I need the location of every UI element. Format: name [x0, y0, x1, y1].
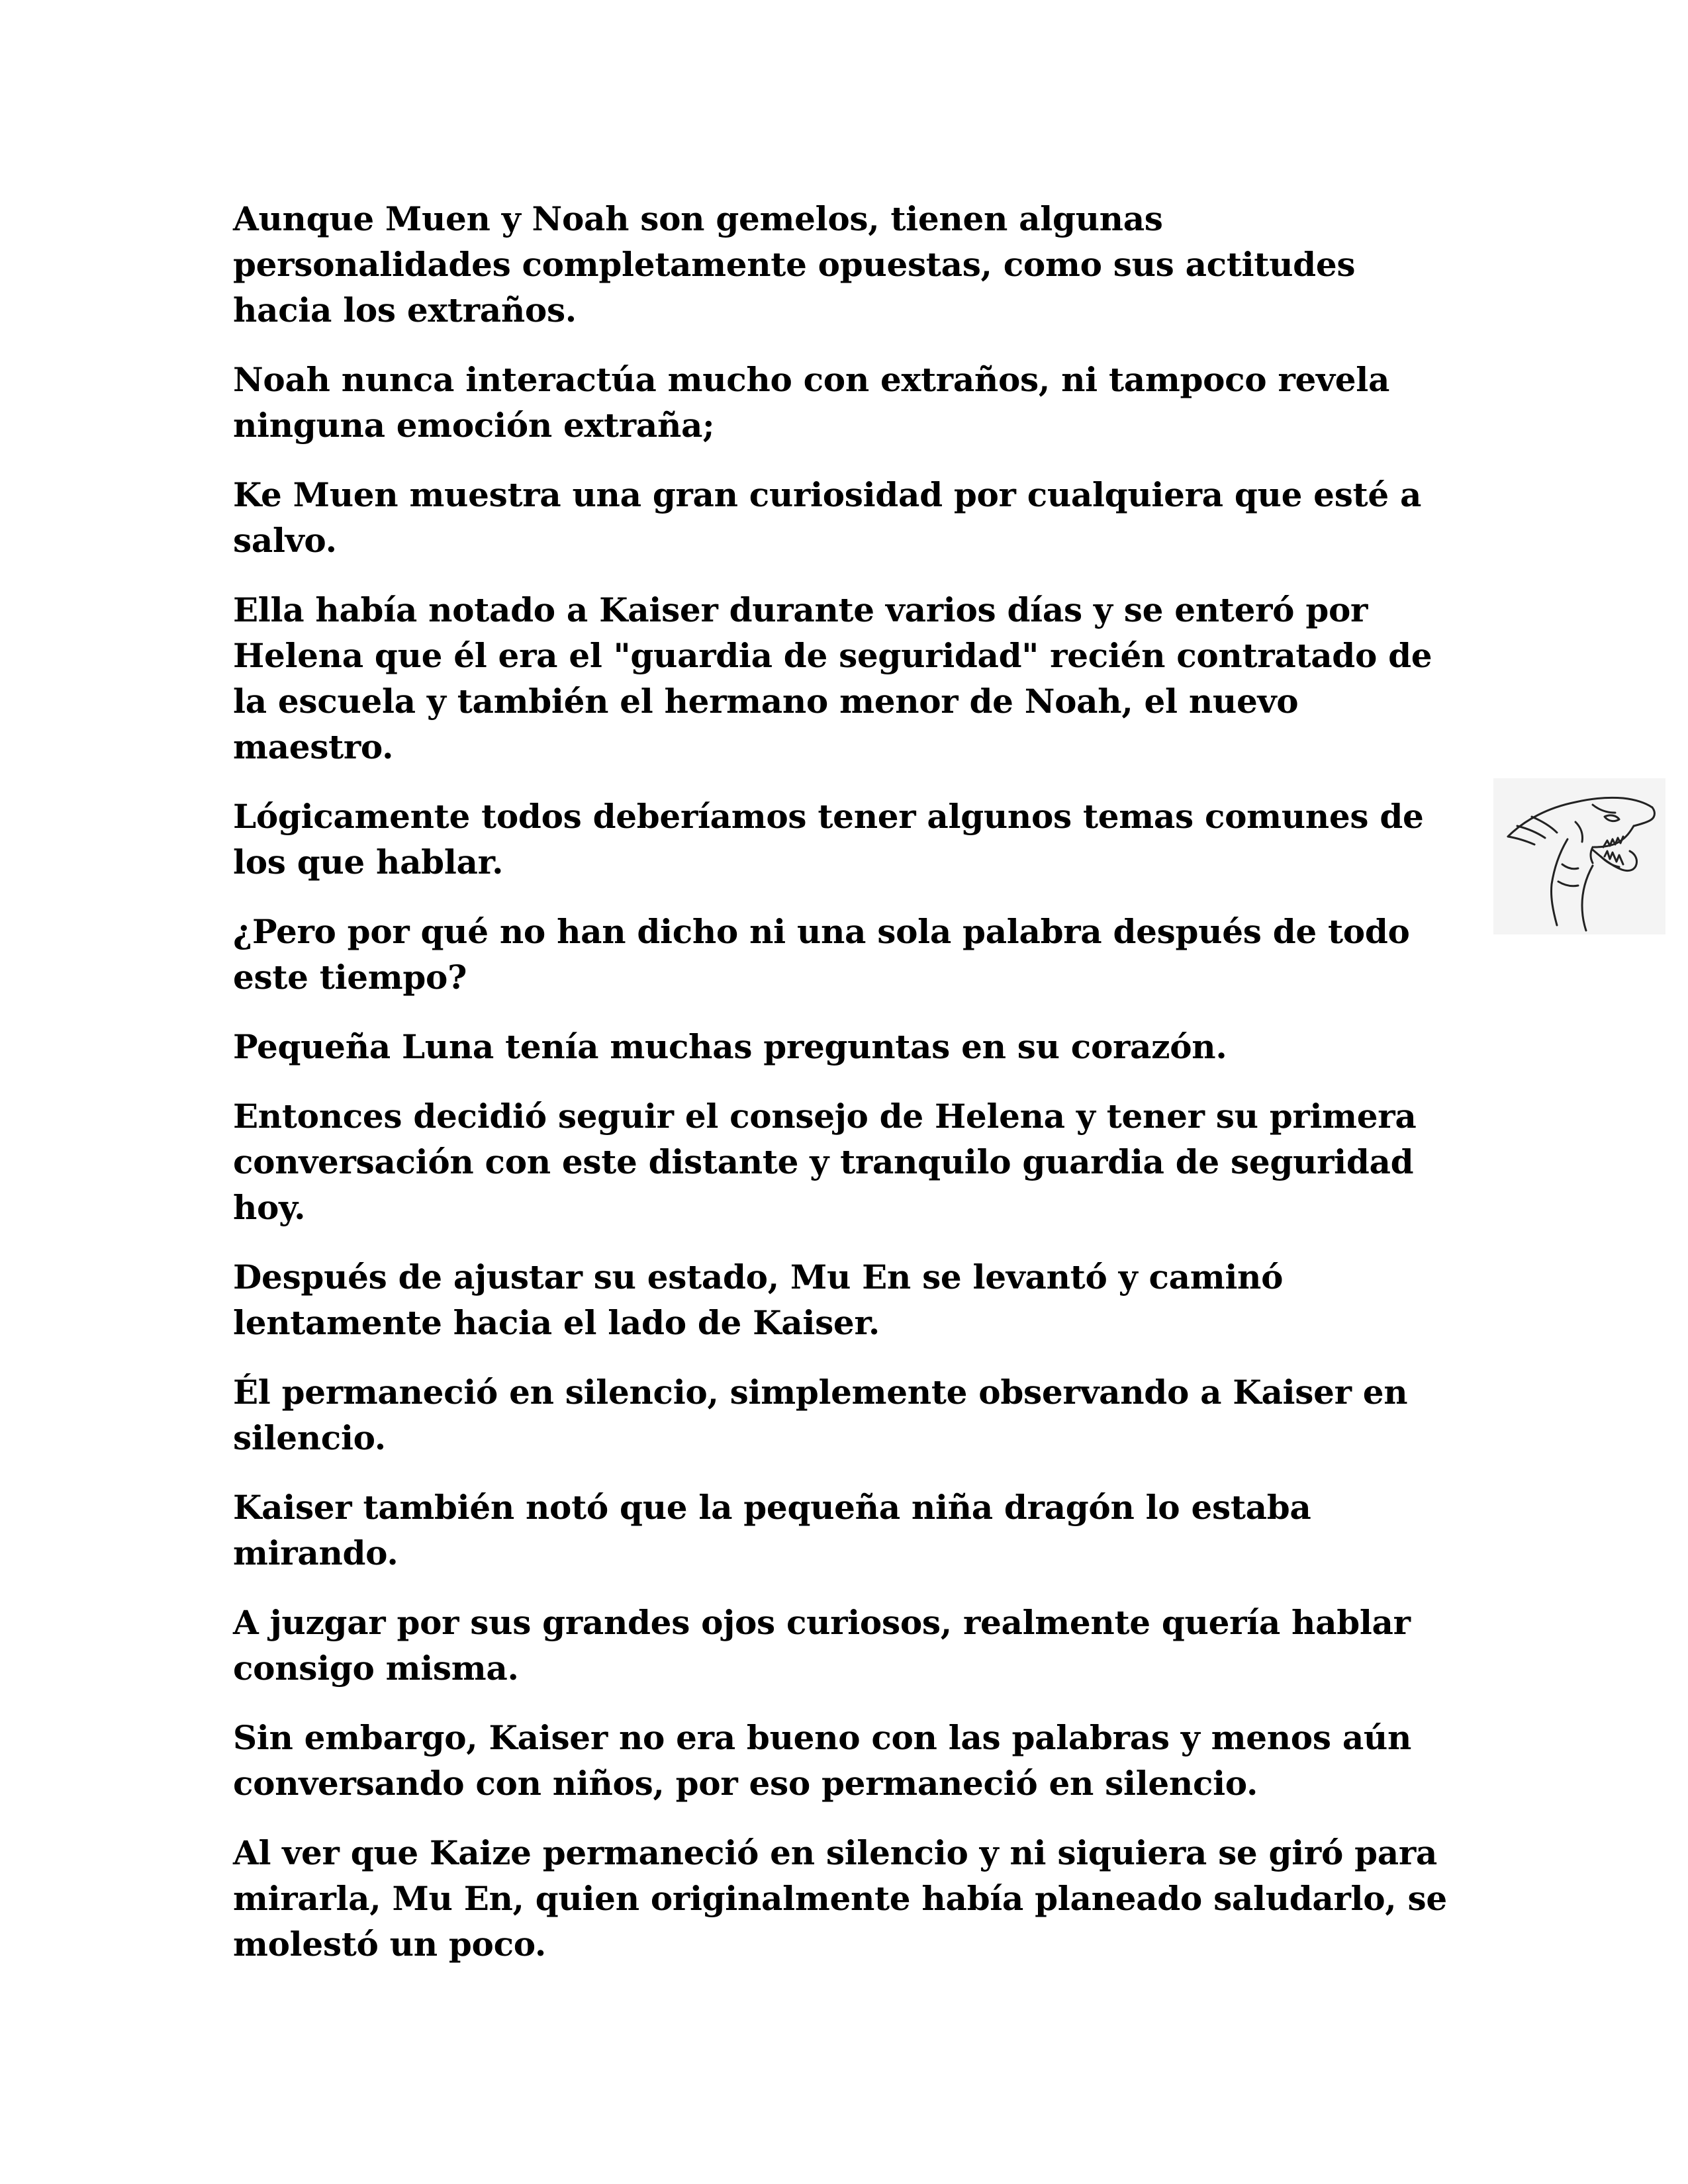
paragraph: Al ver que Kaize permaneció en silencio y ni siquiera se giró para mirarla, Mu En, quien originalmente había planeado saludarlo, se molestó un poco. — [233, 1833, 1447, 1964]
paragraph: Noah nunca interactúa mucho con extraños, ni tampoco revela ninguna emoción extraña; — [233, 360, 1390, 445]
paragraph: A juzgar por sus grandes ojos curiosos, realmente quería hablar consigo misma. — [233, 1603, 1411, 1688]
paragraph: Ella había notado a Kaiser durante varios días y se enteró por Helena que él era el "guardia de seguridad" recién contratado de la escuela y también el hermano menor de Noah, el nuevo maestro. — [233, 590, 1432, 766]
paragraph: Kaiser también notó que la pequeña niña dragón lo estaba mirando. — [233, 1488, 1311, 1572]
paragraph: Pequeña Luna tenía muchas preguntas en su corazón. — [233, 1027, 1227, 1066]
body-text — [233, 196, 1451, 1991]
paragraph: Después de ajustar su estado, Mu En se levantó y caminó lentamente hacia el lado de Kaiser. — [233, 1257, 1284, 1342]
paragraph: ¿Pero por qué no han dicho ni una sola palabra después de todo este tiempo? — [233, 912, 1410, 997]
paragraph: Sin embargo, Kaiser no era bueno con las palabras y menos aún conversando con niños, por eso permaneció en silencio. — [233, 1718, 1412, 1803]
paragraph: Entonces decidió seguir el consejo de Helena y tener su primera conversación con este distante y tranquilo guardia de seguridad hoy. — [233, 1097, 1417, 1227]
paragraph: Aunque Muen y Noah son gemelos, tienen algunas personalidades completamente opuestas, como sus actitudes hacia los extraños. — [233, 199, 1356, 330]
paragraph: Lógicamente todos deberíamos tener algunos temas comunes de los que hablar. — [233, 797, 1424, 882]
dinosaur-head-sketch-icon — [1493, 778, 1665, 934]
paragraph: Ke Muen muestra una gran curiosidad por cualquiera que esté a salvo. — [233, 475, 1422, 560]
paragraph: Él permaneció en silencio, simplemente observando a Kaiser en silencio. — [233, 1373, 1408, 1457]
